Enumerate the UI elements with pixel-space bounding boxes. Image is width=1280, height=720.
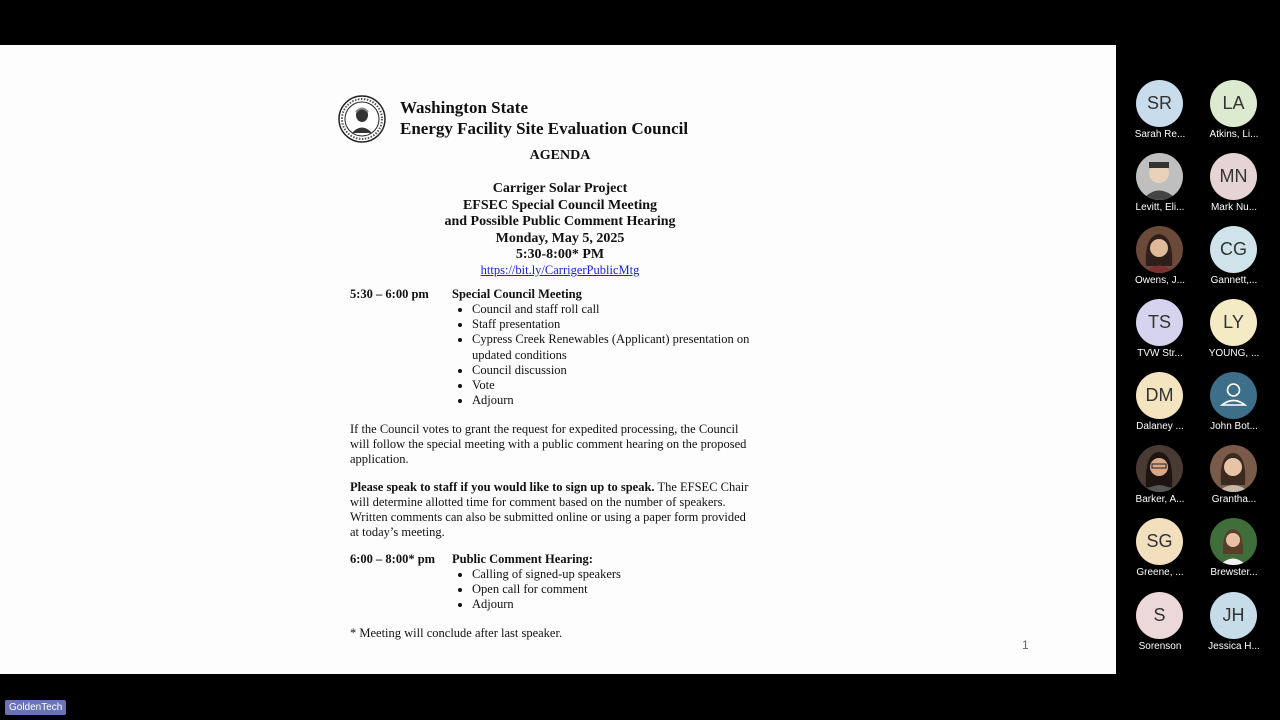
participant-tile[interactable] — [1120, 80, 1200, 150]
avatar-photo — [1136, 226, 1183, 273]
avatar-photo — [1136, 445, 1183, 492]
footnote: * Meeting will conclude after last speaker. — [350, 626, 563, 640]
avatar: LA — [1210, 80, 1257, 127]
avatar: SR — [1136, 80, 1183, 127]
list-item: • Vote — [472, 378, 772, 393]
avatar-photo — [1210, 518, 1257, 565]
list-item: • Adjourn — [472, 393, 772, 408]
participant-tile[interactable] — [1194, 226, 1274, 296]
participant-tile[interactable] — [1194, 80, 1274, 150]
section-2-title: Public Comment Hearing: — [452, 552, 593, 566]
section-2-list — [452, 567, 772, 613]
page-number: 1 — [1022, 638, 1029, 652]
shared-screen — [0, 45, 1116, 674]
speaker-signup-paragraph — [350, 480, 754, 540]
participant-name: Owens, J... — [1134, 275, 1185, 286]
participant-name: Sorenson — [1138, 641, 1182, 652]
section-1-time: 5:30 – 6:00 pm — [350, 287, 429, 301]
org-line-2: Energy Facility Site Evaluation Council — [400, 119, 689, 138]
agenda-heading: AGENDA — [529, 148, 591, 163]
meeting-info — [338, 181, 782, 264]
council-title — [400, 97, 688, 139]
participant-tile[interactable] — [1194, 153, 1274, 223]
participant-name: Jessica H... — [1208, 641, 1260, 652]
list-item: • Council and staff roll call — [472, 302, 772, 317]
meeting-time: 5:30-8:00* PM — [515, 247, 605, 262]
avatar: TS — [1136, 299, 1183, 346]
avatar: LY — [1210, 299, 1257, 346]
participant-name: Barker, A... — [1135, 494, 1185, 505]
list-item: • Calling of signed-up speakers — [472, 567, 772, 582]
participant-tile[interactable] — [1194, 518, 1274, 588]
participant-name: John Bot... — [1210, 421, 1258, 432]
list-item: • Council discussion — [472, 363, 772, 378]
participant-name: Levitt, Eli... — [1135, 202, 1185, 213]
participant-tile[interactable] — [1120, 372, 1200, 442]
org-line-1: Washington State — [400, 98, 528, 117]
list-item: • Open call for comment — [472, 582, 772, 597]
avatar: CG — [1210, 226, 1257, 273]
avatar: SG — [1136, 518, 1183, 565]
participant-tile[interactable] — [1194, 299, 1274, 369]
participant-tile[interactable] — [1120, 226, 1200, 296]
participant-name: Mark Nu... — [1210, 202, 1258, 213]
participant-panel — [1116, 0, 1280, 720]
section-1-list — [452, 302, 772, 408]
participant-tile[interactable] — [1194, 445, 1274, 515]
participant-name: TVW Str... — [1137, 348, 1183, 359]
signup-details: The EFSEC Chair will determine allotted time for comment based on the number of speakers. Written comments can also be submitted online or using a paper form provided at today’s meeting. — [350, 480, 749, 539]
list-item: • Cypress Creek Renewables (Applicant) presentation on updated conditions — [472, 332, 772, 362]
participant-name: Grantha... — [1211, 494, 1257, 505]
participant-name: YOUNG, ... — [1208, 348, 1260, 359]
avatar: MN — [1210, 153, 1257, 200]
participant-name: Sarah Re... — [1134, 129, 1186, 140]
participant-tile[interactable] — [1194, 592, 1274, 662]
meeting-type: EFSEC Special Council Meeting — [462, 197, 658, 213]
list-item: • Staff presentation — [472, 317, 772, 332]
participant-name: Atkins, Li... — [1209, 129, 1259, 140]
expedited-processing-paragraph: If the Council votes to grant the request for expedited processing, the Council will follow the special meeting with a public comment hearing on the proposed application. — [350, 422, 747, 466]
meeting-date: Monday, May 5, 2025 — [495, 230, 625, 246]
participant-tile[interactable] — [1120, 445, 1200, 515]
avatar-photo — [1136, 153, 1183, 200]
participant-name: Dalaney ... — [1136, 421, 1184, 432]
participant-tile[interactable] — [1194, 372, 1274, 442]
participant-tile[interactable] — [1120, 518, 1200, 588]
signup-emphasis: Please speak to staff if you would like to sign up to speak. — [350, 480, 655, 494]
section-1-title: Special Council Meeting — [452, 287, 582, 301]
avatar: S — [1136, 592, 1183, 639]
avatar: JH — [1210, 592, 1257, 639]
meeting-link[interactable]: https://bit.ly/CarrigerPublicMtg — [480, 263, 640, 277]
person-icon — [1210, 372, 1257, 419]
state-seal-icon — [338, 95, 386, 143]
participant-name: Greene, ... — [1136, 567, 1184, 578]
participant-tile[interactable] — [1120, 153, 1200, 223]
list-item: • Adjourn — [472, 597, 772, 612]
organization-badge: GoldenTech — [5, 700, 66, 715]
hearing-type: and Possible Public Comment Hearing — [444, 214, 676, 229]
project-title: Carriger Solar Project — [492, 181, 628, 196]
avatar: DM — [1136, 372, 1183, 419]
avatar-photo — [1210, 445, 1257, 492]
participant-tile[interactable] — [1120, 299, 1200, 369]
section-2-time: 6:00 – 8:00* pm — [350, 552, 436, 566]
participant-name: Brewster... — [1210, 567, 1258, 578]
participant-tile[interactable] — [1120, 592, 1200, 662]
participant-name: Gannett,... — [1210, 275, 1258, 286]
